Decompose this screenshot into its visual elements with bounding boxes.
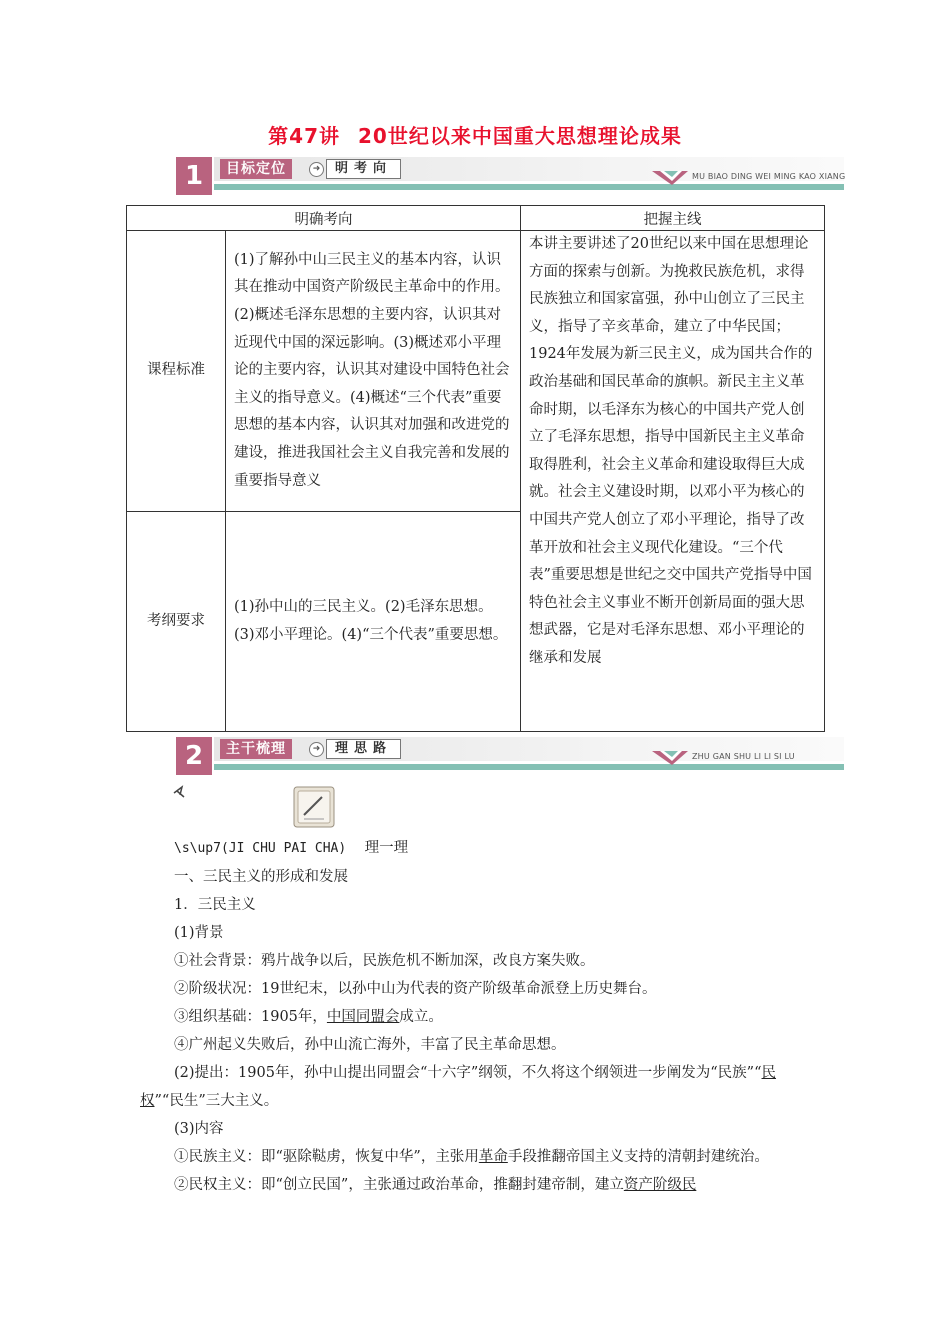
- row-text-standard: (1)了解孙中山三民主义的基本内容，认识其在推动中国资产阶级民主革命中的作用。(2)概述毛泽东思想的主要内容，认识其对近现代中国的深远影响。(3)概述邓小平理论的主要内容，认识其对建设中国特色社会主义的指导意义。(4)概述“三个代表”重要思想的基本内容，认识其对加强和改进党的建设，推进我国社会主义自我完善和发展的重要指导意义: [226, 231, 521, 512]
- section-tag: 主干梳理: [220, 739, 292, 759]
- row-label-requirement: 考纲要求: [127, 512, 226, 732]
- sub-heading-content: (3)内容: [174, 1121, 224, 1137]
- bg-item-4: ④广州起义失败后，孙中山流亡海外，丰富了民主革命思想。: [174, 1037, 566, 1053]
- sub-heading-background: (1)背景: [174, 925, 224, 941]
- arrow-circle-icon: ➜: [309, 742, 324, 757]
- table-head-mainline: 把握主线: [521, 206, 825, 231]
- lecture-number: 第47讲: [268, 124, 340, 148]
- swoosh-logo-icon: [652, 167, 688, 187]
- notebook-pen-icon: [172, 783, 342, 833]
- lecture-topic: 20世纪以来中国重大思想理论成果: [358, 124, 682, 148]
- bg-item-2: ②阶级状况：19世纪末，以孙中山为代表的资产阶级革命派登上历史舞台。: [174, 981, 657, 997]
- section-box: 理思路: [326, 739, 401, 759]
- section-box: 明考向: [326, 159, 401, 179]
- heading-2: 1．三民主义: [174, 897, 256, 913]
- outline-content: [140, 834, 810, 1199]
- section-banner-outline: [176, 737, 844, 777]
- goal-table: [126, 205, 825, 732]
- content-item-1: ①民族主义：即“驱除鞑虏，恢复中华”，主张用革命手段推翻帝国主义支持的清朝封建统治。: [174, 1149, 769, 1165]
- section-pinyin: MU BIAO DING WEI MING KAO XIANG: [692, 172, 846, 181]
- bg-item-1: ①社会背景：鸦片战争以后，民族危机不断加深，改良方案失败。: [174, 953, 595, 969]
- section-number: 1: [176, 157, 212, 195]
- swoosh-logo-icon: [652, 747, 688, 767]
- mainline-text: 本讲主要讲述了20世纪以来中国在思想理论方面的探索与创新。为挽救民族危机，求得民族独立和国家富强，孙中山创立了三民主义，指导了辛亥革命，建立了中华民国；1924年发展为新三民主义，成为国共合作的政治基础和国民革命的旗帜。新民主主义革命时期，以毛泽东为核心的中国共产党人创立了毛泽东思想，指导中国新民主主义革命取得胜利，社会主义革命和建设取得巨大成就。社会主义建设时期，以邓小平为核心的中国共产党人创立了邓小平理论，指导了改革开放和社会主义现代化建设。“三个代表”重要思想是世纪之交中国共产党指导中国特色社会主义事业不断开创新局面的强大思想武器，它是对毛泽东思想、邓小平理论的继承和发展: [521, 231, 825, 732]
- section-pinyin: ZHU GAN SHU LI LI SI LU: [692, 752, 795, 761]
- banner-underline: [214, 764, 844, 770]
- bg-item-3: ③组织基础：1905年，中国同盟会成立。: [174, 1009, 443, 1025]
- table-head-direction: 明确考向: [127, 206, 521, 231]
- banner-underline: [214, 184, 844, 190]
- page-title: [0, 120, 950, 149]
- section-banner-goal: [176, 157, 844, 197]
- row-label-standard: 课程标准: [127, 231, 226, 512]
- proposal-paragraph: (2)提出：1905年，孙中山提出同盟会“十六字”纲领，不久将这个纲领进一步阐发为“民族”“民权”“民生”三大主义。: [140, 1065, 777, 1109]
- arrow-circle-icon: ➜: [309, 162, 324, 177]
- section-number: 2: [176, 737, 212, 775]
- heading-1: 一、三民主义的形成和发展: [174, 869, 348, 885]
- section-tag: 目标定位: [220, 159, 292, 179]
- code-line: \s\up7(JI CHU PAI CHA) 理一理: [174, 840, 409, 856]
- row-text-requirement: (1)孙中山的三民主义。(2)毛泽东思想。(3)邓小平理论。(4)“三个代表”重要思想。: [226, 512, 521, 732]
- content-item-2: ②民权主义：即“创立民国”，主张通过政治革命，推翻封建帝制，建立资产阶级民: [174, 1177, 697, 1193]
